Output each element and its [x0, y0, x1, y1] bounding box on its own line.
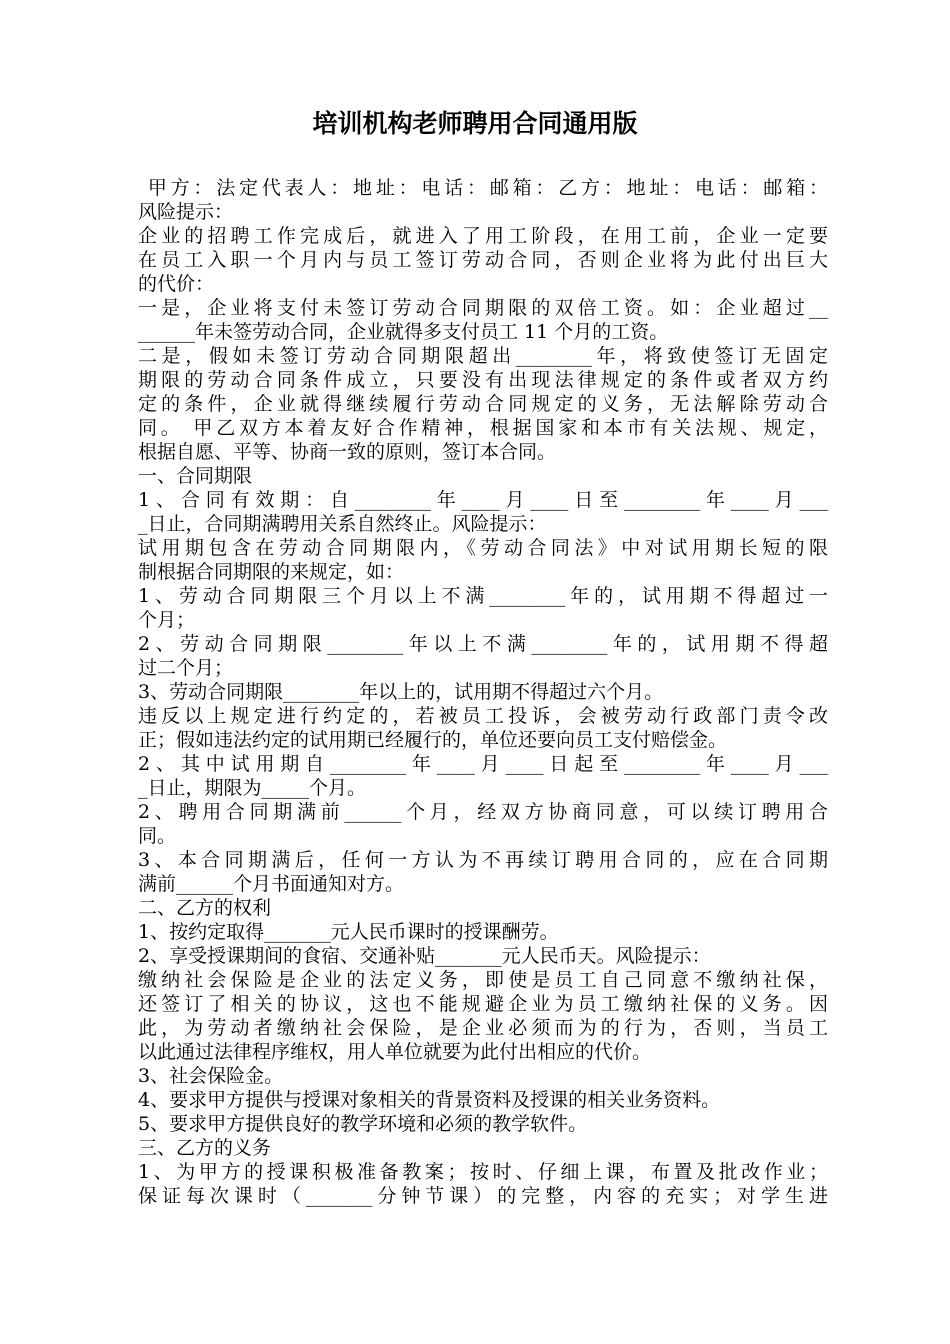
text-line: 同。 [138, 825, 177, 847]
text-line: 期限的劳动合同条件成立，只要没有出现法律规定的条件或者双方约 [138, 369, 828, 391]
text-line: 1、按约定取得_______元人民币课时的授课酬劳。 [138, 921, 559, 943]
text-line: 过二个月； [138, 657, 234, 679]
text-line: 一是，企业将支付未签订劳动合同期限的双倍工资。如：企业超过__ [138, 297, 828, 319]
text-line: 2、聘用合同期满前______个月，经双方协商同意，可以续订聘用合 [138, 801, 828, 823]
text-line: 2、劳动合同期限________年以上不满________年的，试用期不得超 [138, 633, 828, 655]
text-line: 保证每次课时（_______分钟节课）的完整，内容的充实；对学生进 [138, 1185, 828, 1207]
text-line: 缴纳社会保险是企业的法定义务，即使是员工自己同意不缴纳社保， [138, 969, 828, 991]
text-line: 违反以上规定进行约定的，若被员工投诉，会被劳动行政部门责令改 [138, 705, 828, 727]
text-line: 风险提示： [138, 201, 234, 223]
text-line: 在员工入职一个月内与员工签订劳动合同，否则企业将为此付出巨大 [138, 249, 828, 271]
text-line: 二是，假如未签订劳动合同期限超出________年，将致使签订无固定 [138, 345, 828, 367]
text-line: 1、为甲方的授课积极准备教案；按时、仔细上课，布置及批改作业； [138, 1161, 828, 1183]
text-line: _日止，期限为_____个月。 [138, 777, 367, 799]
text-line: 5、要求甲方提供良好的教学环境和必须的教学软件。 [138, 1113, 588, 1135]
text-line: 个月； [138, 609, 196, 631]
text-line: 一、合同期限 [138, 465, 253, 487]
text-line: 此，为劳动者缴纳社会保险，是企业必须而为的行为，否则，当员工 [138, 1017, 828, 1039]
text-line: 制根据合同期限的来规定，如： [138, 561, 405, 583]
text-line: 根据自愿、平等、协商一致的原则，签订本合同。 [138, 441, 557, 463]
text-line: 1、劳动合同期限三个月以上不满________年的，试用期不得超过一 [138, 585, 828, 607]
text-line: 3、劳动合同期限________年以上的，试用期不得超过六个月。 [138, 681, 664, 703]
text-line: 三、乙方的义务 [138, 1137, 272, 1159]
document-title: 培训机构老师聘用合同通用版 [312, 109, 638, 138]
text-line: 甲方：法定代表人：地址：电话：邮箱：乙方：地址：电话：邮箱： [138, 177, 828, 199]
text-line: ______年未签劳动合同，企业就得多支付员工 11 个月的工资。 [138, 321, 669, 343]
text-line: 企业的招聘工作完成后，就进入了用工阶段，在用工前，企业一定要 [138, 225, 828, 247]
text-line: 二、乙方的权利 [138, 897, 272, 919]
text-line: 4、要求甲方提供与授课对象相关的背景资料及授课的相关业务资料。 [138, 1089, 721, 1111]
text-line: 同。 甲乙双方本着友好合作精神，根据国家和本市有关法规、规定， [138, 417, 828, 439]
text-line: 正；假如违法约定的试用期已经履行的，单位还要向员工支付赔偿金。 [138, 729, 728, 751]
text-line: 3、社会保险金。 [138, 1065, 284, 1087]
text-line: 以此通过法律程序维权，用人单位就要为此付出相应的代价。 [138, 1041, 652, 1063]
document-body [138, 176, 828, 1208]
text-line: 满前______个月书面通知对方。 [138, 873, 405, 895]
text-line: 还签订了相关的协议，这也不能规避企业为员工缴纳社保的义务。因 [138, 993, 828, 1015]
text-line: 2、享受授课期间的食宿、交通补贴_______元人民币天。风险提示： [138, 945, 711, 967]
text-line: 的代价： [138, 273, 215, 295]
text-line: 2、其中试用期自________年____月____日起至________年____月___ [138, 753, 828, 775]
text-line: 定的条件，企业就得继续履行劳动合同规定的义务，无法解除劳动合 [138, 393, 828, 415]
text-line: _日止，合同期满聘用关系自然终止。风险提示： [138, 513, 547, 535]
text-line: 试用期包含在劳动合同期限内，《劳动合同法》中对试用期长短的限 [138, 537, 828, 559]
text-line: 3、本合同期满后，任何一方认为不再续订聘用合同的，应在合同期 [138, 849, 828, 871]
text-line: 1、合同有效期：自________年____月____日至________年____月___ [138, 489, 828, 511]
